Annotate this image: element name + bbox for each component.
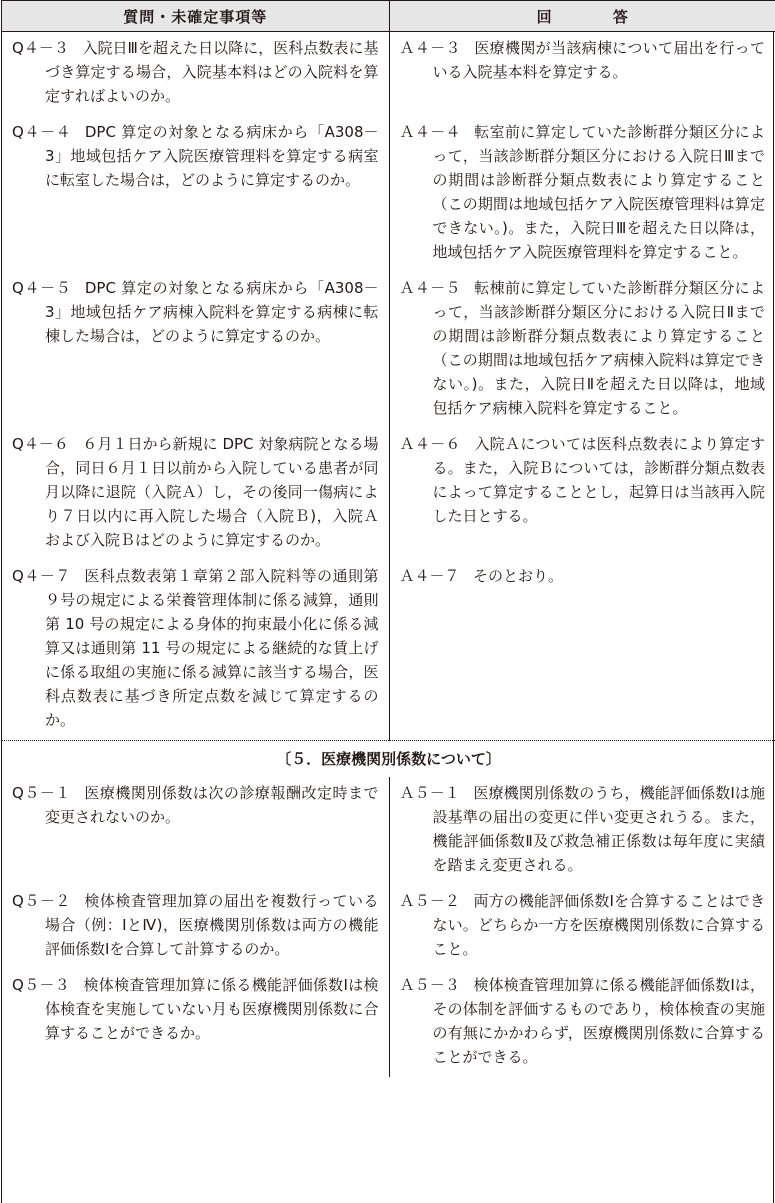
qa-row-5-1 [2,777,775,885]
qa-row-5-3 [2,969,775,1077]
qa-document [1,0,774,1203]
answer-cell [389,272,775,428]
answer-cell [389,885,775,969]
answer-id: Ａ４－５ [399,279,461,297]
answer-body: 転室前に算定していた診断群分類区分によって，当該診断群分類区分における入院日Ⅲまでの期間は診断群分類点数表により算定すること（この期間は地域包括ケア入院医療管理料は算定できない。)。また，入院日Ⅲを超えた日以降は，地域包括ケア入院医療管理料を算定すること。 [432,123,765,261]
question-id: Q４－４ [12,123,72,141]
answer-cell [389,428,775,560]
question-body: 医療機関別係数は次の診療報酬改定時まで変更されないのか。 [45,784,379,826]
answer-text [400,120,766,264]
answer-id: Ａ５－３ [399,976,460,994]
question-body: 検体検査管理加算の届出を複数行っている場合（例：ⅠとⅣ)，医療機関別係数は両方の機能評価係数Ⅰを合算して計算するのか。 [45,892,379,958]
question-cell [2,428,389,560]
answer-id: Ａ５－１ [399,784,460,802]
question-body: 検体検査管理加算に係る機能評価係数Ⅰは検体検査を実施していない月も医療機関別係数に合算することができるか。 [45,976,379,1042]
qa-row-4-4 [2,116,775,272]
question-id: Q５－３ [12,976,70,994]
section-5-heading: 〔５．医療機関別係数について〕 [2,741,775,778]
question-text [12,564,379,732]
question-id: Q５－２ [12,892,71,910]
question-text [12,781,379,829]
answer-id: Ａ４－３ [399,39,461,57]
question-id: Q４－７ [12,567,71,585]
answer-column-header [389,1,775,32]
answer-text [400,973,766,1069]
qa-row-4-3 [2,32,775,117]
question-column-header: 質問・未確定事項等 [2,1,389,32]
question-text [12,276,379,348]
answer-text [400,432,766,528]
question-cell [2,969,389,1077]
answer-body: 検体検査管理加算に係る機能評価係数Ⅰは，その体制を評価するものであり，検体検査の実施の有無にかかわらず，医療機関別係数に合算することができる。 [432,976,765,1066]
qa-table [2,0,775,1077]
answer-body: 入院Ａについては医科点数表により算定する。また，入院Ｂについては，診断群分類点数表によって算定することとし，起算日は当該再入院した日とする。 [432,435,765,525]
answer-text [400,781,766,877]
answer-cell [389,777,775,885]
question-text [12,432,379,552]
section-5-row [2,741,775,778]
question-id: Q５－１ [12,784,71,802]
question-text [12,120,379,192]
question-body: 医科点数表第１章第２部入院料等の通則第９号の規定による栄養管理体制に係る減算，通則第 10 号の規定による身体的拘束最小化に係る減算又は通則第 11 号の規定による継続的な賃上げに係る取組の実施に係る減算に該当する場合，医科点数表に基づき所定点数を減じて算定するのか。 [45,567,379,729]
question-text [12,973,379,1045]
answer-id: Ａ４－７ [399,567,460,585]
question-cell [2,272,389,428]
qa-row-5-2 [2,885,775,969]
question-cell [2,885,389,969]
question-cell [2,777,389,885]
question-cell [2,560,389,741]
question-id: Q４－５ [12,279,72,297]
answer-body: 両方の機能評価係数Ⅰを合算することはできない。どちらか一方を医療機関別係数に合算すること。 [432,892,765,958]
answer-body: 転棟前に算定していた診断群分類区分によって，当該診断群分類区分における入院日Ⅱまでの期間は診断群分類点数表により算定すること（この期間は地域包括ケア病棟入院料は算定できない。)。また，入院日Ⅱを超えた日以降は，地域包括ケア病棟入院料を算定すること。 [432,279,765,417]
question-cell [2,32,389,117]
qa-row-4-5 [2,272,775,428]
answer-id: Ａ４－６ [399,435,461,453]
question-body: ６月１日から新規に DPC 対象病院となる場合，同日６月１日以前から入院している患者が同月以降に退院（入院Ａ）し，その後同一傷病により７日以内に再入院した場合（入院Ｂ)，入院Ａおよび入院Ｂはどのように算定するのか。 [45,435,379,549]
question-body: DPC 算定の対象となる病床から「A308－3」地域包括ケア入院医療管理料を算定する病室に転室した場合は，どのように算定するのか。 [45,123,379,189]
answer-body: 医療機関別係数のうち，機能評価係数Ⅰは施設基準の届出の変更に伴い変更されうる。また，機能評価係数Ⅱ及び救急補正係数は毎年度に実績を踏まえ変更される。 [432,784,765,874]
qa-row-4-7 [2,560,775,741]
question-body: 入院日Ⅲを超えた日以降に，医科点数表に基づき算定する場合，入院基本料はどの入院料を算定すればよいのか。 [45,39,379,105]
answer-text [400,564,766,588]
answer-body: そのとおり。 [473,567,564,585]
qa-row-4-6 [2,428,775,560]
answer-cell [389,969,775,1077]
question-text [12,889,379,961]
question-id: Q４－６ [12,435,69,453]
answer-text [400,36,766,84]
table-header-row [2,1,775,32]
answer-body: 医療機関が当該病棟について届出を行っている入院基本料を算定する。 [432,39,765,81]
answer-cell [389,32,775,117]
answer-id: Ａ５－２ [399,892,460,910]
answer-cell [389,560,775,741]
question-id: Q４－３ [12,39,69,57]
answer-id: Ａ４－４ [399,123,461,141]
answer-text [400,889,766,961]
question-cell [2,116,389,272]
answer-text [400,276,766,420]
question-text [12,36,379,108]
question-body: DPC 算定の対象となる病床から「A308－3」地域包括ケア病棟入院料を算定する病棟に転棟した場合は，どのように算定するのか。 [45,279,379,345]
answer-header-label: 回 答 [536,7,656,26]
answer-cell [389,116,775,272]
